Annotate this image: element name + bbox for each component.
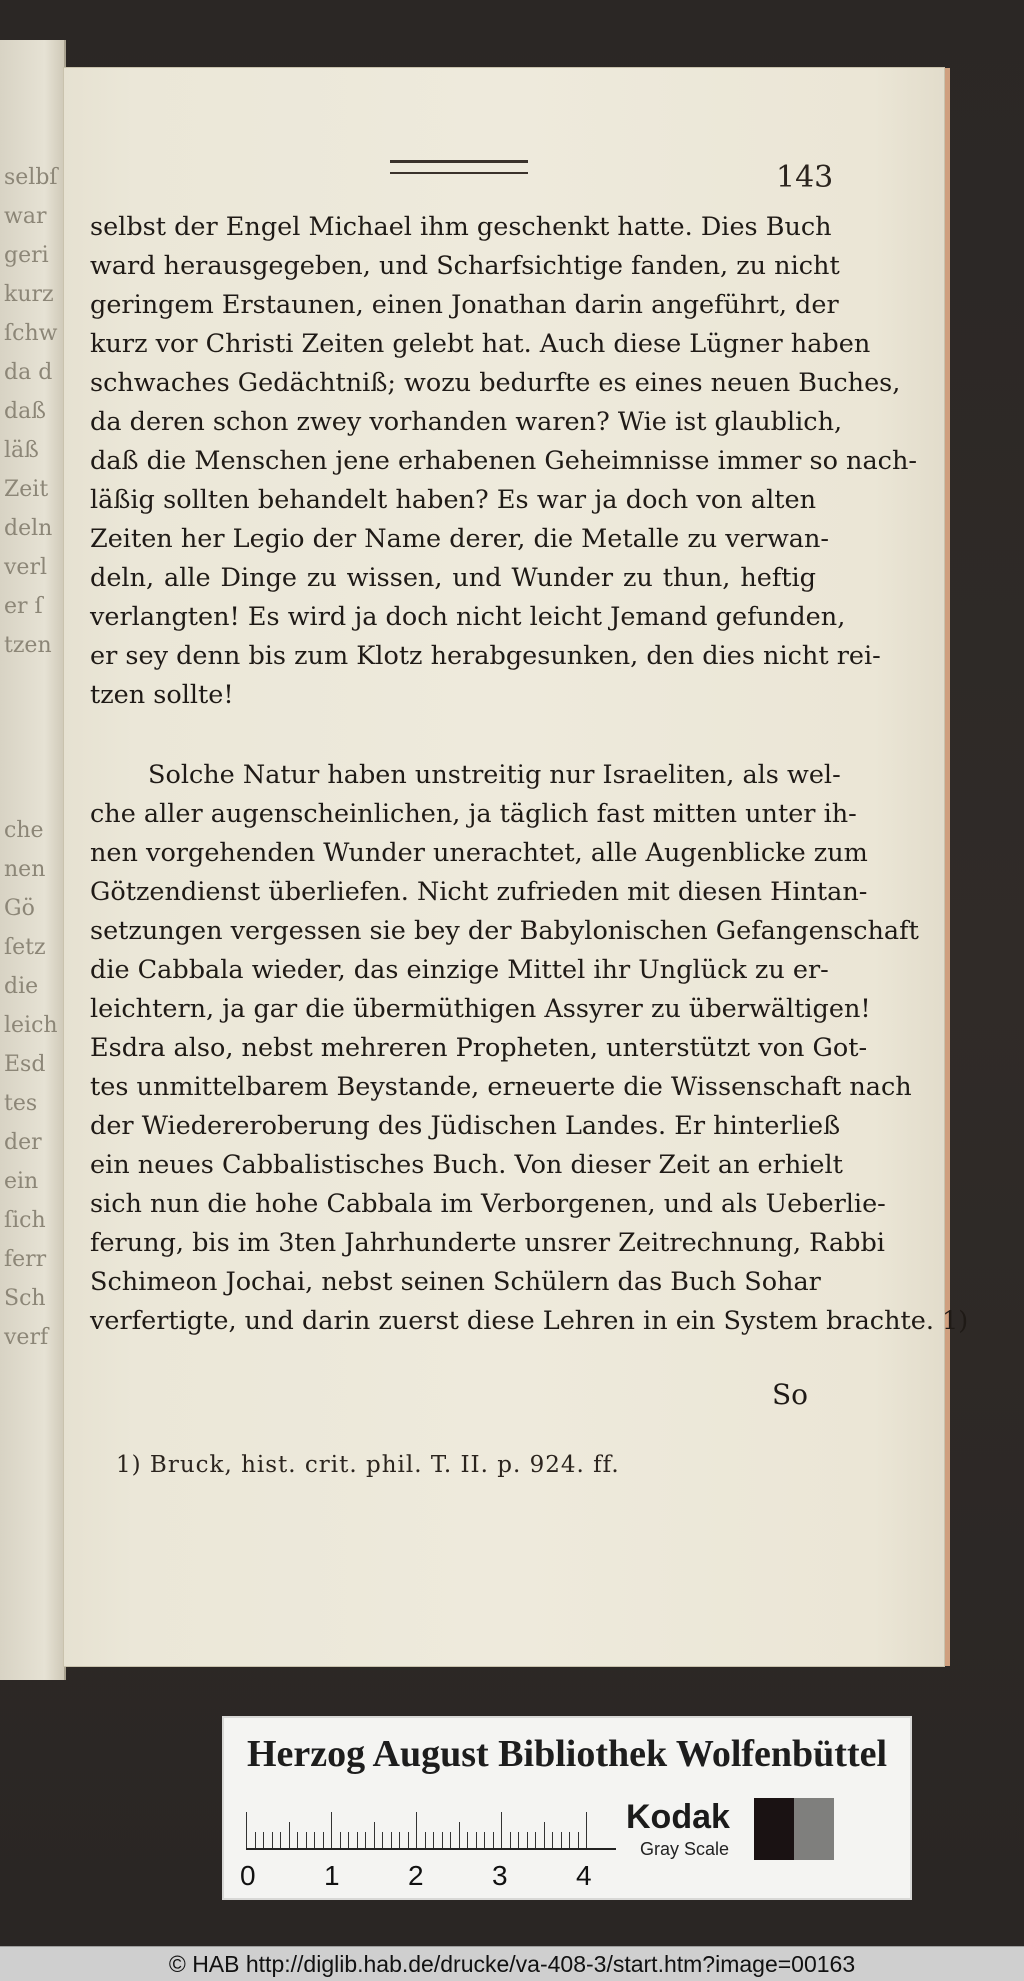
prev-page-fragment: verl (4, 555, 48, 580)
text-line: Götzendienst überliefen. Nicht zufrieden mit diesen Hintan- (90, 877, 868, 907)
ruler-tick (442, 1832, 443, 1848)
prev-page-fragment: er ſ (4, 594, 43, 619)
ruler-tick (272, 1832, 273, 1848)
prev-page-fragment: selbſ (4, 165, 58, 190)
ruler-tick (280, 1832, 281, 1848)
ruler-tick (340, 1832, 341, 1848)
text-line: nen vorgehenden Wunder unerachtet, alle Augenblicke zum (90, 838, 868, 868)
text-line: selbst der Engel Michael ihm geschenkt hatte. Dies Buch (90, 212, 832, 242)
ruler-tick (578, 1832, 579, 1848)
text-line: sich nun die hohe Cabbala im Verborgenen, und als Ueberlie- (90, 1189, 886, 1219)
ruler-tick (476, 1832, 477, 1848)
text-line: tes unmittelbarem Beystande, erneuerte die Wissenschaft nach (90, 1072, 912, 1102)
ruler-tick (374, 1822, 375, 1848)
scale-label-2: 2 (408, 1860, 424, 1891)
ruler-tick (535, 1832, 536, 1848)
text-line: tzen sollte! (90, 680, 234, 710)
catchword: So (772, 1378, 809, 1411)
text-line: der Wiedereroberung des Jüdischen Landes. Er hinterließ (90, 1111, 841, 1141)
prev-page-fragment: ſetz (4, 935, 46, 960)
scale-label-1: 1 (324, 1860, 340, 1891)
ruler-tick (552, 1832, 553, 1848)
prev-page-fragment: Esd (4, 1052, 46, 1077)
prev-page-fragment: da d (4, 360, 53, 385)
ruler-tick (510, 1832, 511, 1848)
swatch-gray (794, 1798, 834, 1860)
ruler-tick (425, 1832, 426, 1848)
text-line: kurz vor Christi Zeiten gelebt hat. Auch diese Lügner haben (90, 329, 871, 359)
ruler-tick (314, 1832, 315, 1848)
text-line: leichtern, ja gar die übermüthigen Assyrer zu überwältigen! (90, 994, 871, 1024)
library-name: Herzog August Bibliothek Wolfenbüttel (246, 1733, 888, 1775)
header-rule (390, 160, 528, 174)
prev-page-fragment: deln (4, 516, 53, 541)
prev-page-fragment: Gö (4, 896, 35, 921)
ruler-tick (382, 1832, 383, 1848)
prev-page-fragment: ein (4, 1169, 39, 1194)
prev-page-fragment: geri (4, 243, 49, 268)
ruler-tick (357, 1832, 358, 1848)
ruler-tick (331, 1812, 332, 1848)
prev-page-fragment: tzen (4, 633, 52, 658)
ruler-tick (501, 1812, 502, 1848)
text-line: die Cabbala wieder, das einzige Mittel ihr Unglück zu er- (90, 955, 829, 985)
text-line: setzungen vergessen sie bey der Babylonischen Gefangenschaft (90, 916, 919, 946)
text-line: che aller augenscheinlichen, ja täglich fast mitten unter ih- (90, 799, 857, 829)
prev-page-fragment: ſchw (4, 321, 58, 346)
prev-page-fragment: ſich (4, 1208, 46, 1233)
ruler-tick (467, 1832, 468, 1848)
page-number: 143 (776, 160, 834, 195)
previous-page-edge (0, 40, 66, 1680)
scale-label-0: 0 (240, 1860, 256, 1891)
ruler-tick (323, 1832, 324, 1848)
prev-page-fragment: die (4, 974, 39, 999)
prev-page-fragment: Zeit (4, 477, 49, 502)
prev-page-fragment: leich (4, 1013, 58, 1038)
prev-page-fragment: der (4, 1130, 42, 1155)
ruler-tick (544, 1822, 545, 1848)
text-line: geringem Erstaunen, einen Jonathan darin angeführt, der (90, 290, 839, 320)
ruler-tick (493, 1832, 494, 1848)
ruler-tick (518, 1832, 519, 1848)
ruler-tick (391, 1832, 392, 1848)
ruler-tick (263, 1832, 264, 1848)
credit-link[interactable]: © HAB http://diglib.hab.de/drucke/va-408-3/start.htm?image=00163 (168, 1951, 856, 1977)
prev-page-fragment: tes (4, 1091, 38, 1116)
text-line: schwaches Gedächtniß; wozu bedurfte es eines neuen Buches, (90, 368, 901, 398)
body-text (90, 208, 969, 1341)
text-line: ferung, bis im 3ten Jahrhunderte unsrer Zeitrechnung, Rabbi (90, 1228, 885, 1258)
ruler-tick (416, 1812, 417, 1848)
book-page (64, 68, 969, 1666)
paragraph-gap (90, 715, 816, 756)
text-line: Solche Natur haben unstreitig nur Israeliten, als wel- (148, 760, 841, 790)
ruler-tick (348, 1832, 349, 1848)
text-line: da deren schon zwey vorhanden waren? Wie ist glaublich, (90, 407, 843, 437)
text-line: Schimeon Jochai, nebst seinen Schülern das Buch Sohar (90, 1267, 821, 1297)
ruler-tick (289, 1822, 290, 1848)
ruler-tick (399, 1832, 400, 1848)
text-line: verfertigte, und darin zuerst diese Lehren in ein System brachte. 1) (90, 1306, 969, 1336)
prev-page-fragment: Sch (4, 1286, 46, 1311)
text-line: Zeiten her Legio der Name derer, die Metalle zu verwan- (90, 524, 830, 554)
ruler-tick (527, 1832, 528, 1848)
ruler-tick (246, 1812, 247, 1848)
ruler-tick (297, 1832, 298, 1848)
text-line: ward herausgegeben, und Scharfsichtige fanden, zu nicht (90, 251, 840, 281)
kodak-logo: Kodak (626, 1798, 730, 1836)
ruler-tick (408, 1832, 409, 1848)
prev-page-fragment: ferr (4, 1247, 47, 1272)
prev-page-fragment: läß (4, 438, 39, 463)
prev-page-fragment: che (4, 818, 44, 843)
scale-label-3: 3 (492, 1860, 508, 1891)
gray-scale-label: Gray Scale (640, 1839, 730, 1859)
swatch-black (754, 1798, 794, 1860)
ruler-tick (459, 1822, 460, 1848)
text-line: daß die Menschen jene erhabenen Geheimnisse immer so nach- (90, 446, 918, 476)
ruler-tick (450, 1832, 451, 1848)
ruler-tick (365, 1832, 366, 1848)
prev-page-fragment: war (4, 204, 47, 229)
ruler-scale (246, 1808, 616, 1850)
footnote: 1) Bruck, hist. crit. phil. T. II. p. 924. ff. (116, 1452, 620, 1478)
text-line: er sey denn bis zum Klotz herabgesunken, den dies nicht rei- (90, 641, 881, 671)
prev-page-fragment: kurz (4, 282, 54, 307)
text-line: ein neues Cabbalistisches Buch. Von dieser Zeit an erhielt (90, 1150, 843, 1180)
swatch-white (834, 1798, 874, 1860)
prev-page-fragment: verf (4, 1325, 49, 1350)
ruler-tick (484, 1832, 485, 1848)
text-line: deln, alle Dinge zu wissen, und Wunder zu thun, heftig (90, 563, 816, 593)
ruler-tick (433, 1832, 434, 1848)
text-line: Esdra also, nebst mehreren Propheten, unterstützt von Got- (90, 1033, 868, 1063)
ruler-tick (255, 1832, 256, 1848)
ruler-tick (306, 1832, 307, 1848)
text-line: verlangten! Es wird ja doch nicht leicht Jemand gefunden, (90, 602, 846, 632)
library-color-card (222, 1716, 912, 1900)
credit-bar (0, 1946, 1024, 1981)
text-line: läßig sollten behandelt haben? Es war ja doch von alten (90, 485, 816, 515)
ruler-tick (586, 1812, 587, 1848)
gray-swatches (754, 1798, 874, 1860)
ruler-tick (569, 1832, 570, 1848)
prev-page-fragment: nen (4, 857, 46, 882)
scale-label-4: 4 (576, 1860, 592, 1891)
ruler-tick (561, 1832, 562, 1848)
prev-page-fragment: daß (4, 399, 46, 424)
